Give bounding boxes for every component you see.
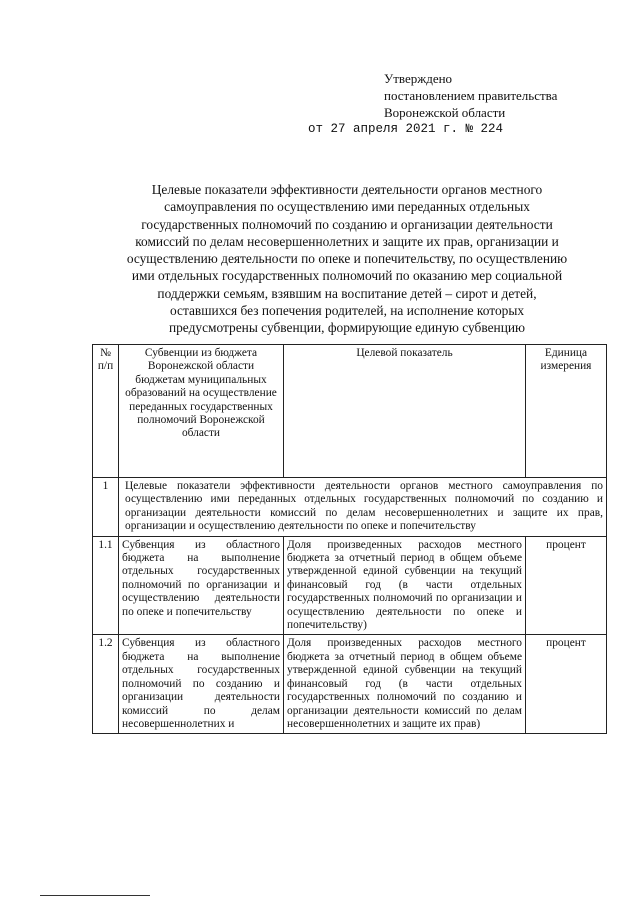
approval-line-region: Воронежской области (384, 105, 506, 120)
table-row (93, 536, 607, 635)
approval-line-resolution: постановлением правительства (384, 88, 558, 103)
title-line: Целевые показатели эффективности деятельности органов местного (151, 182, 543, 197)
title-line: осуществлению деятельности по опеке и попечительству, по осуществлению (126, 251, 568, 267)
row-subvention: Субвенция из областного бюджета на выполнение отдельных государственных полномочий по организации и осуществлению деятельности по опеке и попечительству (119, 536, 284, 635)
table-row (93, 635, 607, 734)
title-line: самоуправления по осуществлению ими переданных отдельных (164, 199, 530, 215)
header-indicator: Целевой показатель (284, 345, 526, 478)
document-title (92, 181, 602, 337)
row-num: 1.1 (93, 536, 119, 635)
section-num: 1 (93, 478, 119, 537)
section-text: Целевые показатели эффективности деятельности органов местного самоуправления по осуществлению ими переданных отдельных государственных полномочий по созданию и организации деятельности комиссий по делам несовершеннолетних и защите их прав, организации и осуществлению деятельности по опеке и попечительству (119, 478, 607, 537)
footer-divider (40, 895, 150, 896)
row-subvention: Субвенция из областного бюджета на выполнение отдельных государственных полномочий по созданию и организации деятельности комиссий по делам несовершеннолетних и (119, 635, 284, 734)
title-line: комиссий по делам несовершеннолетних и защите их прав, организации и (135, 233, 559, 249)
table-header-row (93, 345, 607, 478)
approval-date: от 27 апреля 2021 г. № 224 (308, 122, 504, 136)
title-line: ими отдельных государственных полномочий по оказанию мер социальной (131, 268, 563, 284)
row-unit: процент (526, 635, 607, 734)
approval-line-approved: Утверждено (384, 71, 453, 86)
title-line: поддержки семьям, взявшим на воспитание детей – сирот и детей, (157, 285, 537, 301)
row-indicator: Доля произведенных расходов местного бюджета за отчетный период в общем объеме утвержденной единой субвенции на текущий финансовый год (в части отдельных государственных полномочий по организации и осуществлению деятельности по опеке и попечительству) (284, 536, 526, 635)
header-subvention: Субвенции из бюджета Воронежской области бюджетам муниципальных образований на осуществление переданных государственных полномочий Воронежской области (119, 345, 284, 478)
row-indicator: Доля произведенных расходов местного бюджета за отчетный период в общем объеме утвержденной единой субвенции на текущий финансовый год (в части отдельных государственных полномочий по созданию и организации деятельности комиссий по делам несовершеннолетних и защите их прав) (284, 635, 526, 734)
title-line: предусмотрены субвенции, формирующие единую субвенцию (168, 320, 526, 336)
title-line: оставшихся без попечения родителей, на исполнение которых (169, 303, 525, 319)
header-unit: Единица измерения (526, 345, 607, 478)
indicators-table (92, 344, 607, 734)
table-section-row (93, 478, 607, 537)
approval-block (384, 70, 557, 121)
row-unit: процент (526, 536, 607, 635)
header-num: № п/п (93, 345, 119, 478)
title-line: государственных полномочий по созданию и организации деятельности (141, 216, 553, 232)
row-num: 1.2 (93, 635, 119, 734)
